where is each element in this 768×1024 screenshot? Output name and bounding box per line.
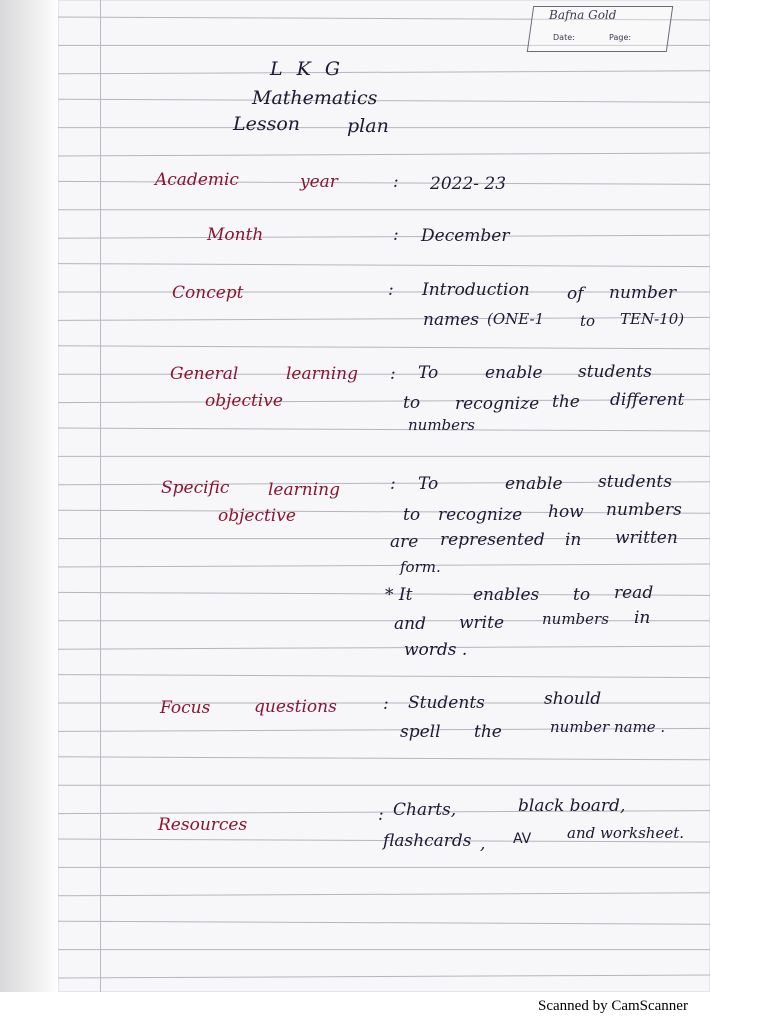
specific-word: and — [394, 614, 426, 634]
ruled-line — [58, 564, 710, 567]
ruled-line — [58, 893, 710, 896]
concept-word: Introduction — [422, 280, 530, 300]
resources-label: Resources — [158, 815, 248, 835]
specific-word: represented — [440, 530, 545, 550]
specific-word: form. — [400, 558, 441, 576]
ruled-line — [58, 317, 710, 320]
ruled-line — [58, 975, 710, 978]
month-label: Month — [207, 225, 264, 245]
resources-word: AV — [513, 831, 532, 847]
ruled-line — [58, 646, 710, 649]
general-word: To — [418, 363, 439, 383]
academic-year-value: 2022- 23 — [430, 174, 507, 194]
ruled-line — [58, 235, 710, 238]
objective-label: objective — [218, 506, 296, 526]
colon: : — [390, 364, 396, 384]
resources-word: black board, — [518, 796, 626, 816]
resources-word: and worksheet. — [567, 824, 685, 842]
margin-line-left — [100, 0, 101, 992]
specific-word: words . — [404, 640, 468, 660]
focus-word: number name . — [550, 718, 666, 736]
page-label: Page: — [609, 33, 632, 42]
colon: : — [378, 805, 384, 825]
concept-word: (ONE-1 — [487, 310, 545, 328]
title-grade: L K G — [270, 58, 345, 80]
ruled-line — [58, 346, 710, 349]
general-label: General — [170, 364, 239, 384]
specific-word: * It — [385, 585, 413, 605]
brand-name: Bafna Gold — [549, 8, 617, 22]
learning-label: learning — [268, 480, 340, 500]
month-value: December — [421, 226, 510, 246]
learning-label: learning — [286, 364, 358, 384]
concept-word: number — [609, 283, 677, 303]
resources-word: , — [480, 834, 486, 854]
specific-word: write — [459, 613, 505, 633]
ruled-line — [58, 264, 710, 267]
resources-word: flashcards — [383, 831, 472, 851]
ruled-line — [58, 428, 710, 431]
ruled-line — [58, 757, 710, 760]
title-subject: Mathematics — [252, 87, 378, 109]
colon: : — [393, 172, 399, 192]
general-word: the — [552, 392, 580, 412]
ruled-line — [58, 153, 710, 156]
concept-word: names — [423, 310, 479, 330]
colon: : — [393, 225, 399, 245]
general-word: students — [578, 362, 652, 382]
specific-word: enable — [505, 474, 563, 494]
specific-word: read — [614, 583, 654, 603]
concept-word: TEN-10) — [620, 310, 685, 328]
general-word: enable — [485, 363, 543, 383]
concept-word: of — [567, 284, 584, 304]
year-label: year — [300, 172, 338, 192]
objective-label: objective — [205, 391, 283, 411]
specific-word: numbers — [606, 500, 682, 520]
academic-label: Academic — [155, 170, 239, 190]
specific-word: to — [573, 585, 591, 605]
specific-word: are — [390, 532, 419, 552]
ruled-line — [58, 675, 710, 678]
focus-word: spell — [400, 722, 441, 742]
title-lesson: Lesson — [233, 113, 301, 135]
scanner-watermark: Scanned by CamScanner — [538, 998, 688, 1014]
ruled-line — [58, 592, 710, 595]
general-word: numbers — [408, 416, 475, 434]
colon: : — [390, 474, 396, 494]
questions-label: questions — [254, 697, 337, 717]
colon: : — [383, 694, 389, 714]
specific-word: how — [548, 502, 584, 522]
specific-word: enables — [473, 585, 540, 605]
specific-word: in — [565, 530, 582, 550]
specific-word: To — [418, 474, 439, 494]
resources-word: Charts, — [393, 800, 457, 820]
focus-label: Focus — [160, 698, 211, 718]
title-plan: plan — [347, 115, 389, 137]
ruled-line — [58, 921, 710, 924]
specific-word: recognize — [438, 505, 523, 525]
focus-word: should — [544, 689, 602, 709]
date-label: Date: — [553, 33, 575, 42]
specific-word: students — [598, 472, 672, 492]
notebook-binding — [0, 0, 58, 992]
specific-word: numbers — [542, 610, 609, 628]
focus-word: the — [474, 722, 502, 742]
general-word: different — [610, 390, 685, 410]
specific-label: Specific — [161, 478, 230, 498]
specific-word: written — [615, 528, 678, 548]
specific-word: in — [634, 608, 651, 628]
general-word: to — [403, 393, 421, 413]
focus-word: Students — [408, 693, 485, 713]
ruled-line — [58, 71, 710, 74]
concept-word: to — [580, 312, 596, 330]
colon: : — [388, 280, 394, 300]
ruled-line — [58, 99, 710, 102]
specific-word: to — [403, 505, 421, 525]
general-word: recognize — [455, 394, 540, 414]
concept-label: Concept — [172, 283, 244, 303]
